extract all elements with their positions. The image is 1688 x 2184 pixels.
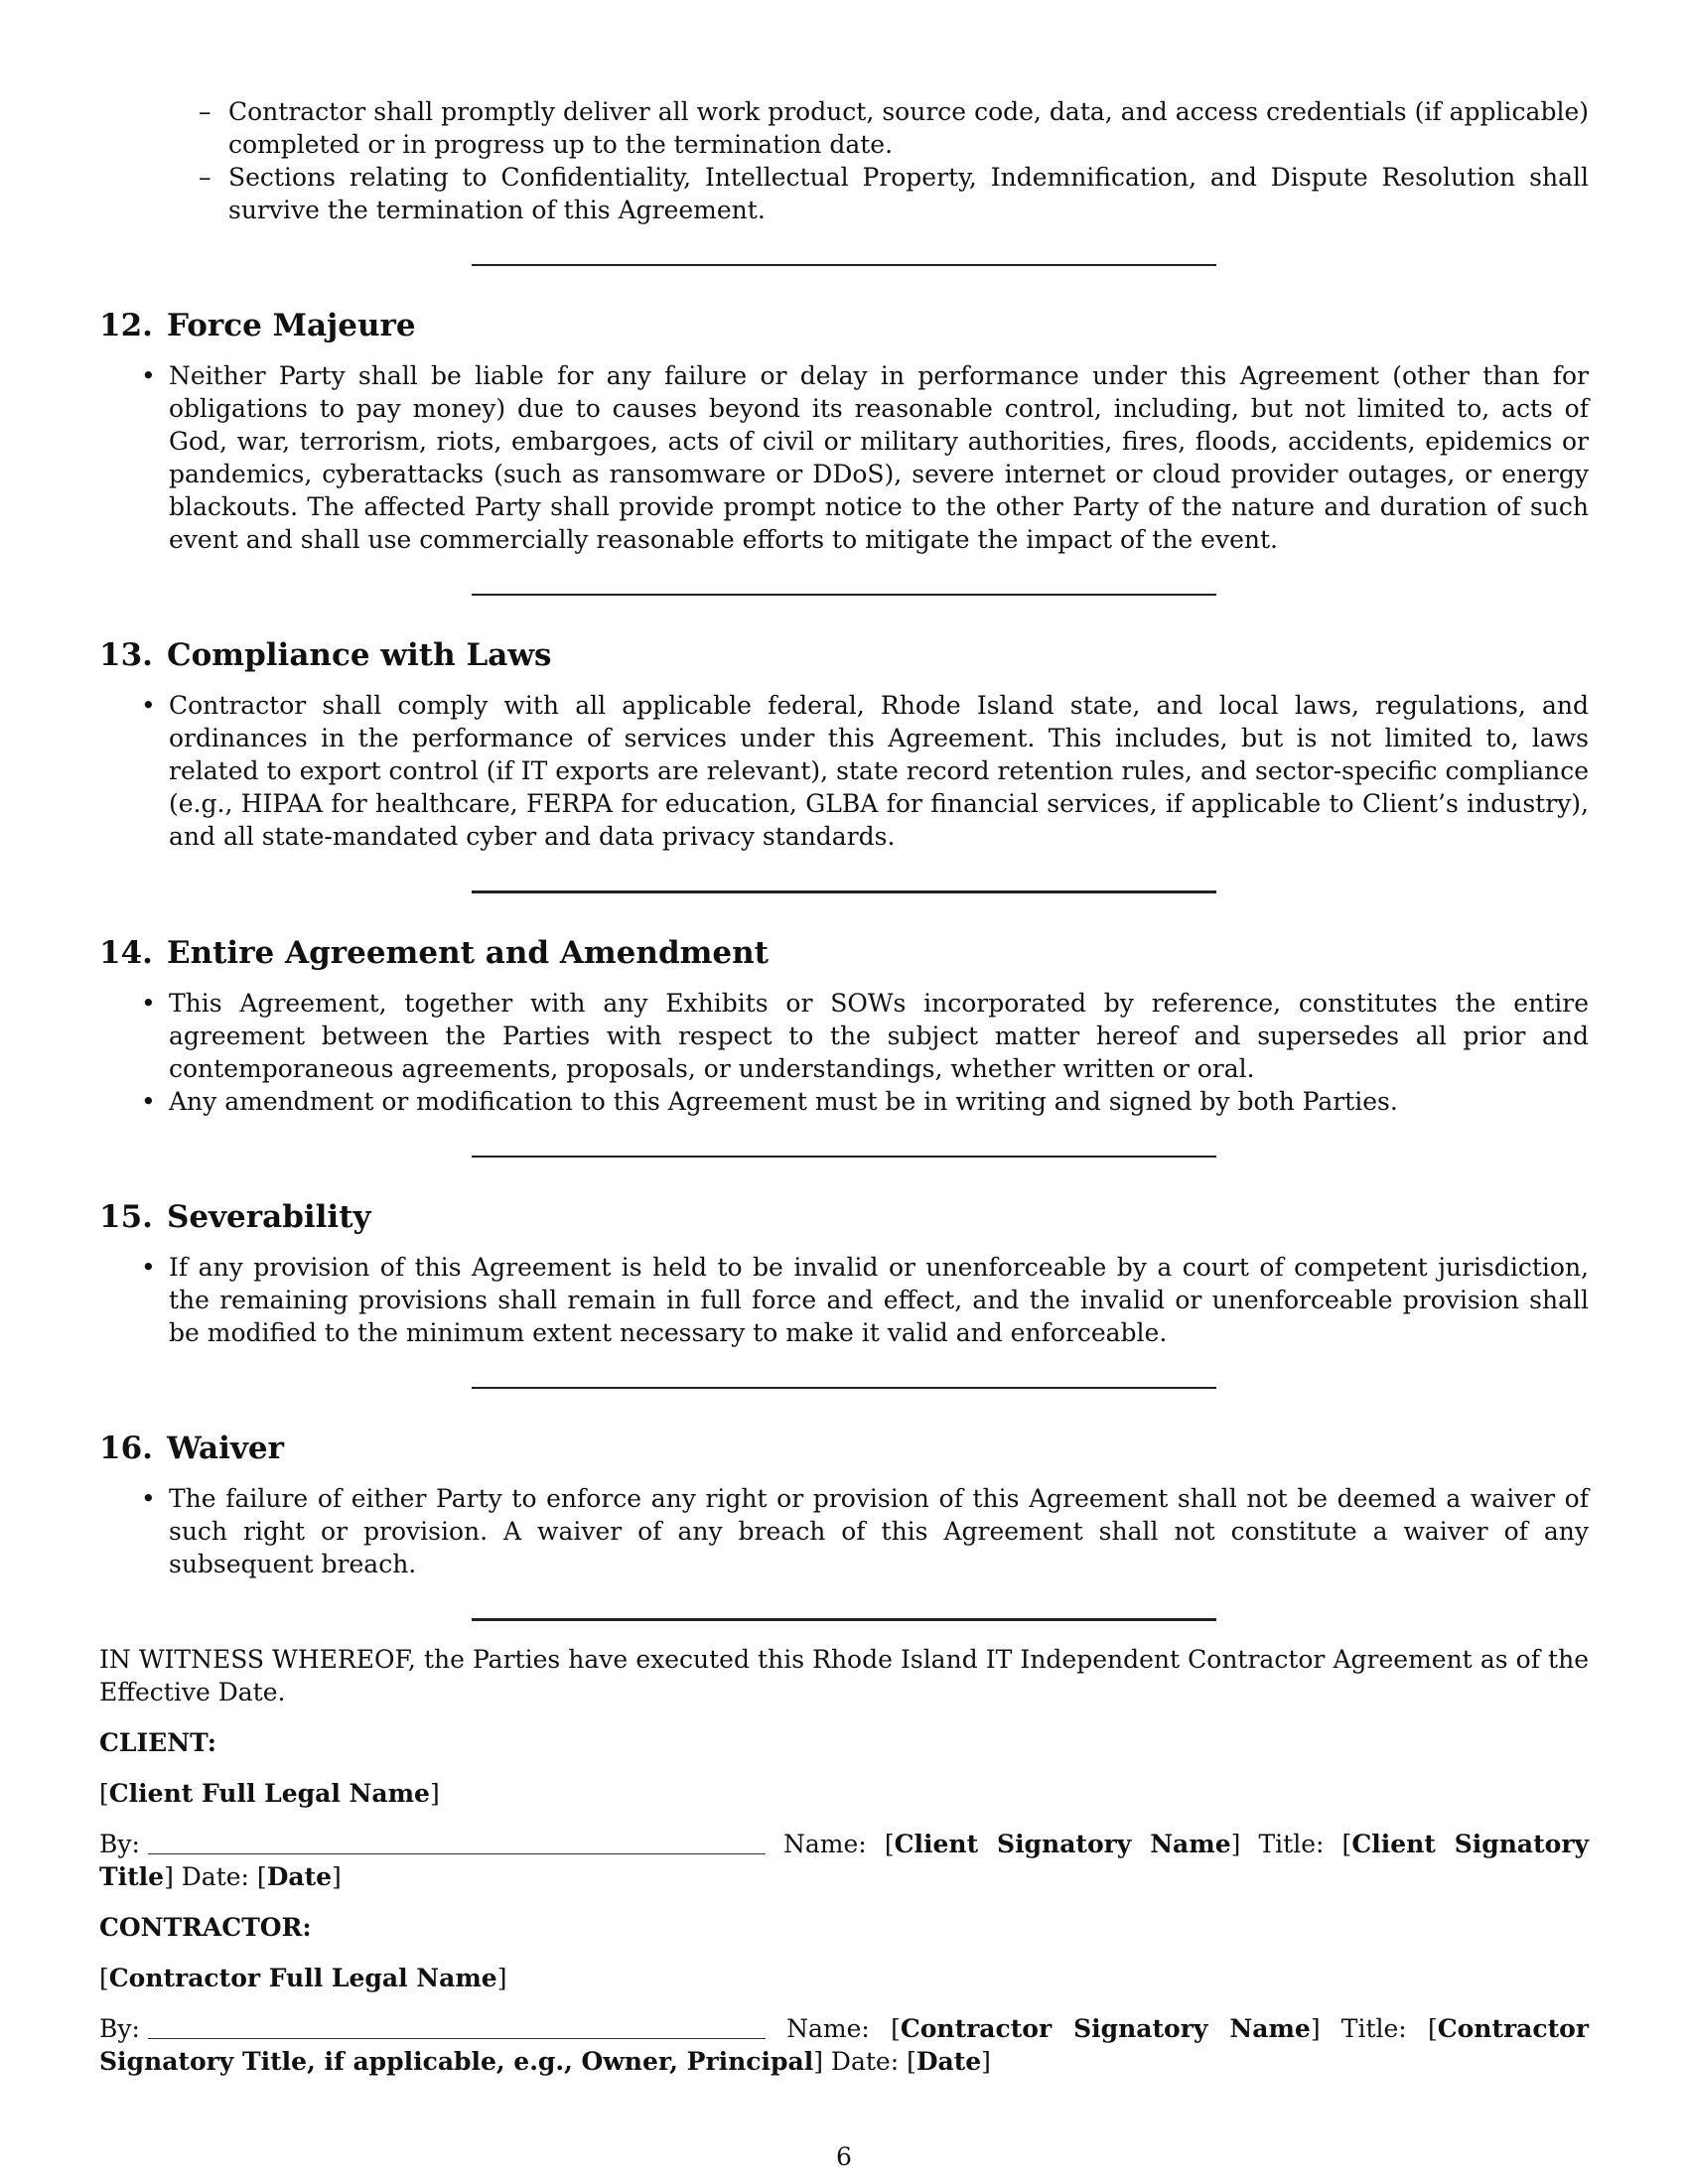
section-list (99, 359, 1589, 556)
list-item: • If any provision of this Agreement is held to be invalid or unenforceable by a court of competent jurisdiction, the remaining provisions shall remain in full force and effect, and the invalid or unenforceable provision shall be modified to the minimum extent necessary to make it valid and enforceable. (169, 1251, 1589, 1349)
section-divider (472, 264, 1216, 266)
contractor-date: Date (915, 2047, 982, 2076)
section-heading-force-majeure: 12. Force Majeure (99, 308, 416, 343)
client-legal-name: [Client Full Legal Name] (99, 1779, 440, 1808)
list-item: • Contractor shall comply with all applicable federal, Rhode Island state, and local laws, regulations, and ordinances in the performance of services under this Agreement. This includes, but is not limited to, laws related to export control (if IT exports are relevant), state record retention rules, and sector-specific compliance (e.g., HIPAA for healthcare, FERPA for education, GLBA for financial services, if applicable to Client’s industry), and all state-mandated cyber and data privacy standards. (169, 689, 1589, 853)
list-item: – Contractor shall promptly deliver all work product, source code, data, and access credentials (if applicable) completed or in progress up to the termination date. (228, 95, 1589, 161)
document-page (99, 95, 1589, 2078)
contractor-label: CONTRACTOR: (99, 1913, 312, 1942)
client-label: CLIENT: (99, 1728, 217, 1757)
section-heading-waiver: 16. Waiver (99, 1431, 284, 1466)
witness-statement: IN WITNESS WHEREOF, the Parties have executed this Rhode Island IT Independent Contractor Agreement as of the Effective Date. (99, 1645, 1589, 1706)
client-signature-block: By: Name: [Client Signatory Name] Title: [Client Signatory Title] Date: [Date] (99, 1830, 1590, 1891)
section-divider (472, 594, 1216, 596)
section-heading-entire-agreement: 14. Entire Agreement and Amendment (99, 935, 769, 971)
client-signatory-title: Client Signatory Title (99, 1830, 1590, 1891)
client-date: Date (266, 1862, 333, 1891)
section-divider (472, 1618, 1216, 1621)
contractor-signature-block: By: Name: [Contractor Signatory Name] Title: [Contractor Signatory Title, if applicable, e.g., Owner, Principal] Date: [Date] (99, 2014, 1590, 2076)
section-list (99, 987, 1589, 1118)
section-divider (472, 890, 1216, 893)
contractor-legal-name: [Contractor Full Legal Name] (99, 1964, 507, 1992)
contractor-signatory-name: Contractor Signatory Name (900, 2014, 1311, 2043)
client-signatory-name: Client Signatory Name (894, 1830, 1231, 1858)
section-divider (472, 1387, 1216, 1389)
list-item: • The failure of either Party to enforce any right or provision of this Agreement shall not be deemed a waiver of such right or provision. A waiver of any breach of this Agreement shall not constitute a waiver of any subsequent breach. (169, 1482, 1589, 1580)
section-heading-severability: 15. Severability (99, 1199, 371, 1235)
client-signature-line[interactable] (148, 1832, 766, 1854)
termination-obligations-list (99, 95, 1589, 226)
list-item: – Sections relating to Confidentiality, Intellectual Property, Indemnification, and Dispute Resolution shall survive the termination of this Agreement. (228, 161, 1589, 226)
section-heading-compliance: 13. Compliance with Laws (99, 637, 552, 673)
section-list (99, 689, 1589, 853)
page-number: 6 (836, 2142, 852, 2171)
list-item: • Any amendment or modification to this Agreement must be in writing and signed by both Parties. (169, 1085, 1589, 1118)
section-list (99, 1482, 1589, 1580)
list-item: • Neither Party shall be liable for any failure or delay in performance under this Agreement (other than for obligations to pay money) due to causes beyond its reasonable control, including, but not limited to, acts of God, war, terrorism, riots, embargoes, acts of civil or military authorities, fires, floods, accidents, epidemics or pandemics, cyberattacks (such as ransomware or DDoS), severe internet or cloud provider outages, or energy blackouts. The affected Party shall provide prompt notice to the other Party of the nature and duration of such event and shall use commercially reasonable efforts to mitigate the impact of the event. (169, 359, 1589, 556)
contractor-signatory-title: Contractor Signatory Title, if applicable, e.g., Owner, Principal (99, 2014, 1590, 2076)
contractor-signature-line[interactable] (148, 2016, 766, 2039)
section-list (99, 1251, 1589, 1349)
section-divider (472, 1156, 1216, 1158)
list-item: • This Agreement, together with any Exhibits or SOWs incorporated by reference, constitutes the entire agreement between the Parties with respect to the subject matter hereof and supersedes all prior and contemporaneous agreements, proposals, or understandings, whether written or oral. (169, 987, 1589, 1085)
